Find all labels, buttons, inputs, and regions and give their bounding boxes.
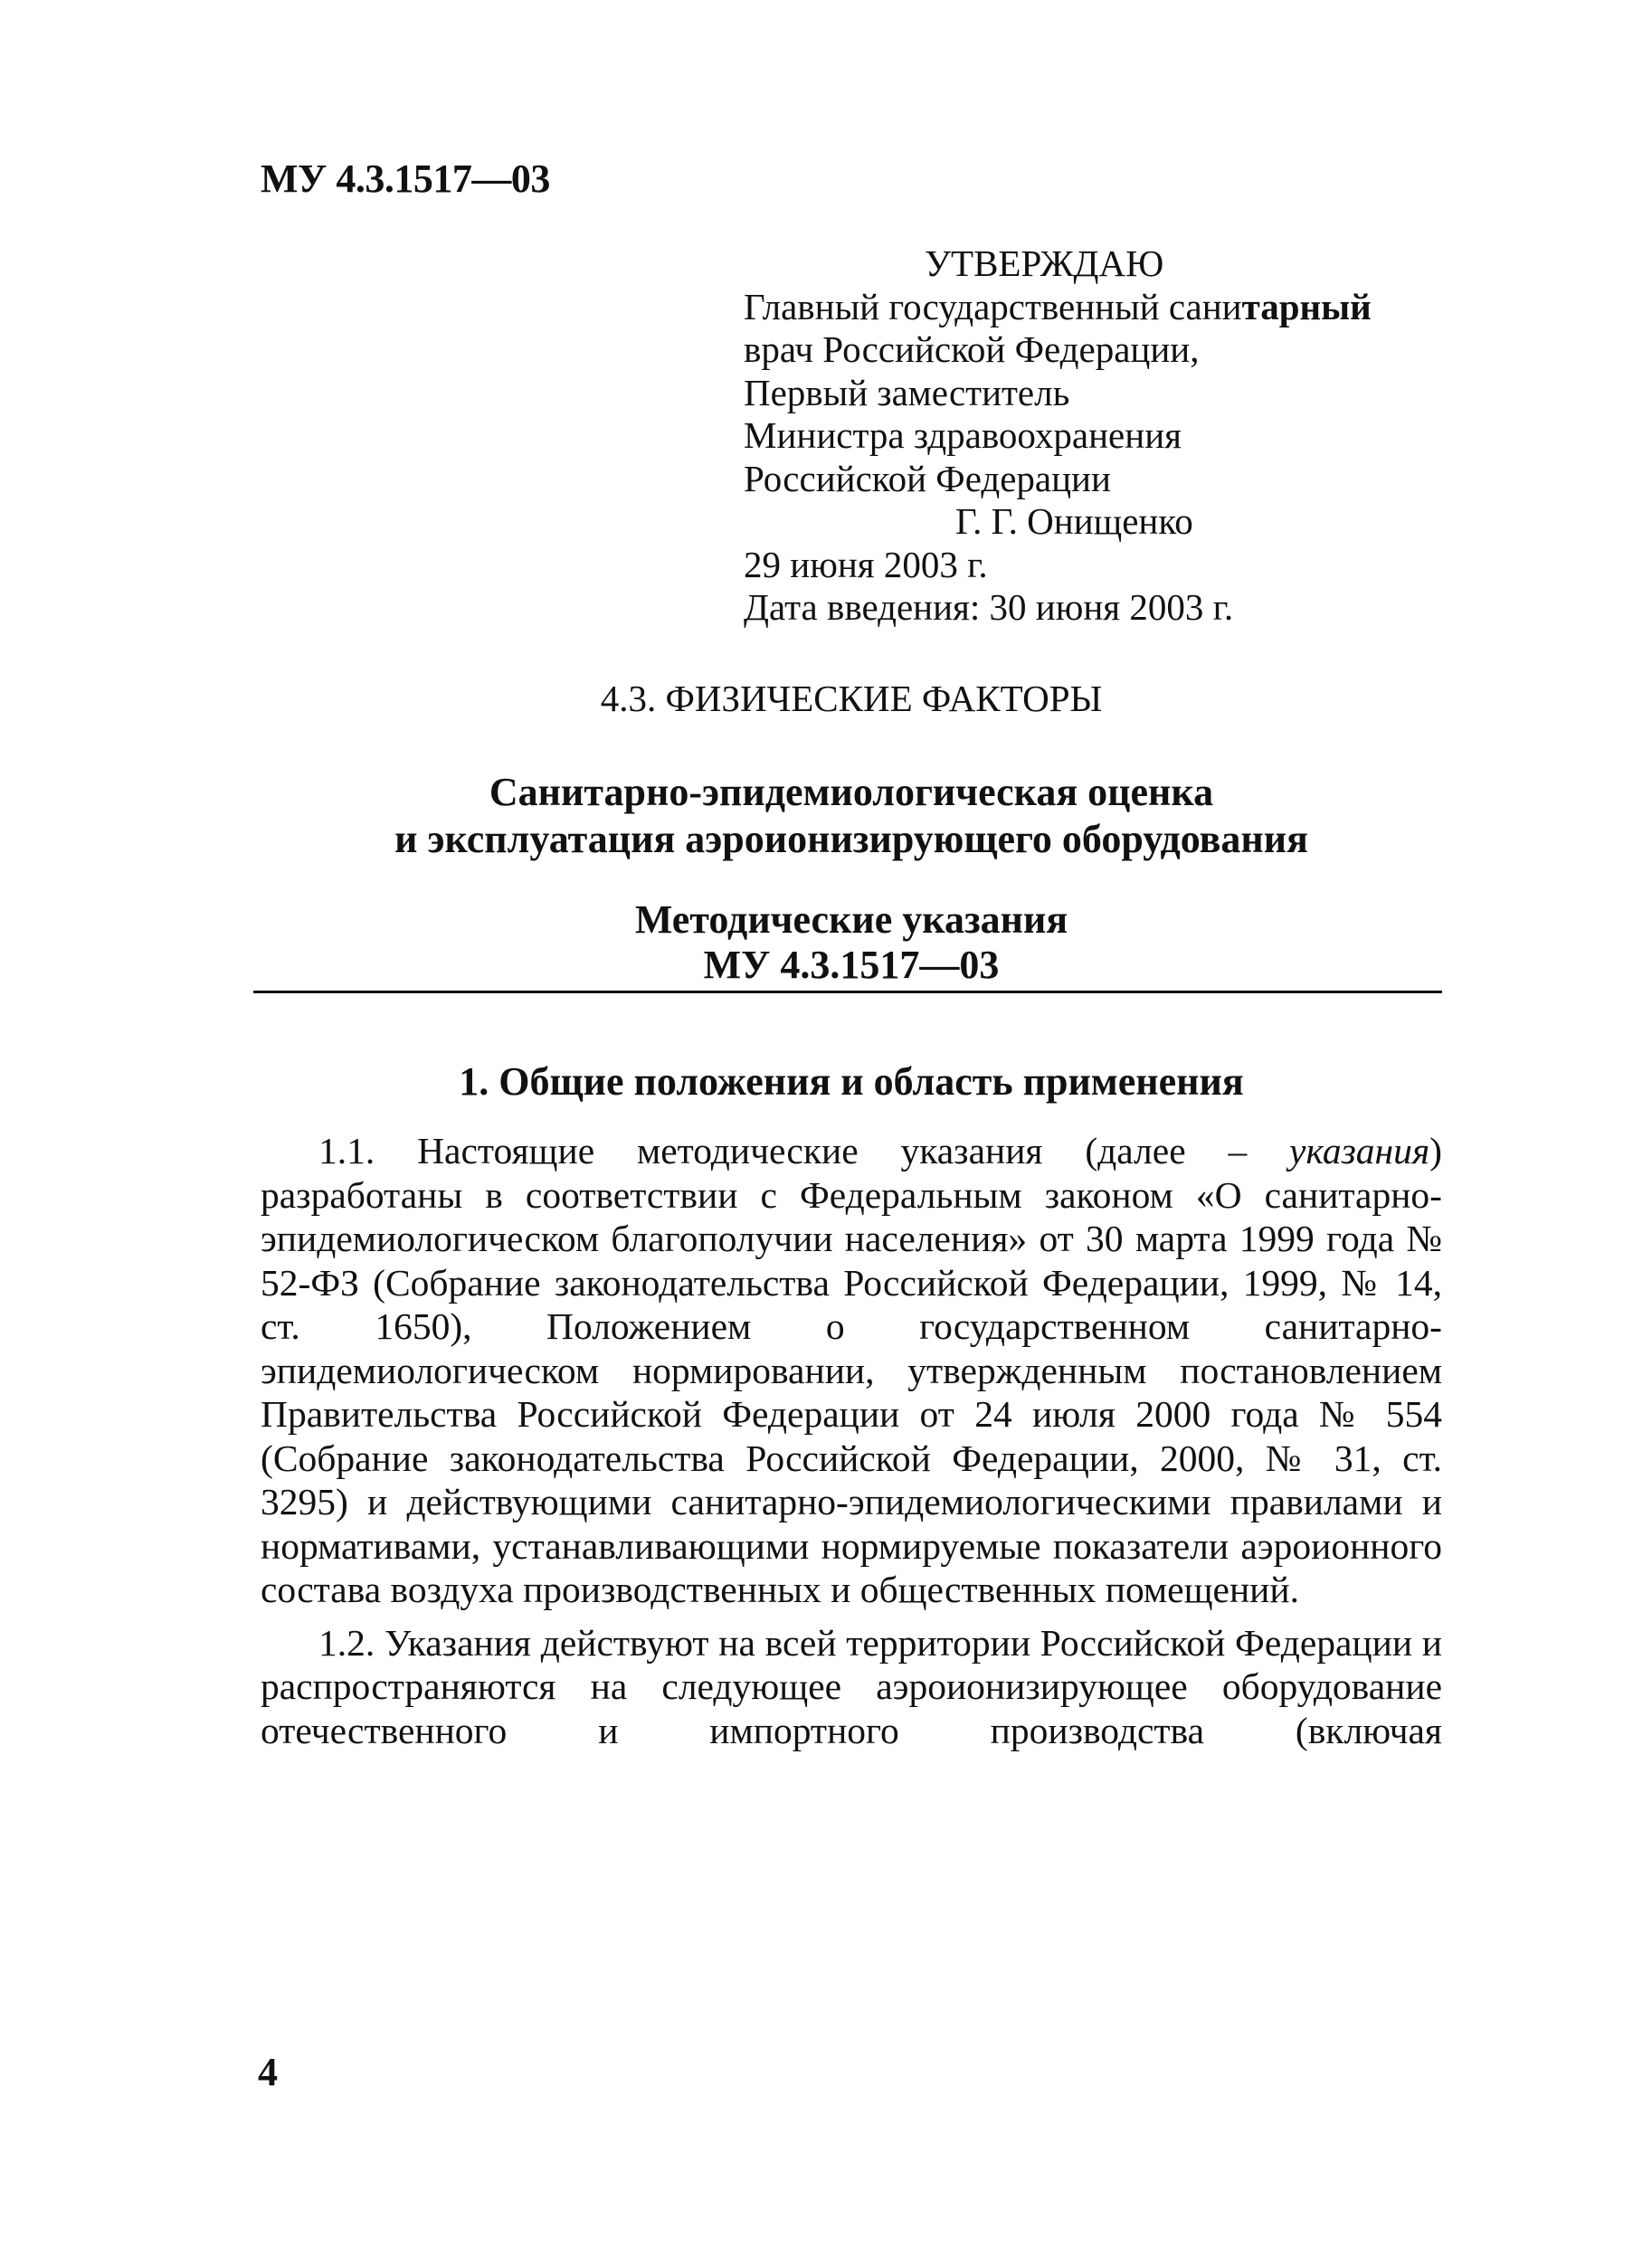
- effective-date: Дата введения: 30 июня 2003 г.: [744, 586, 1234, 628]
- approver-position-line1-bold: тарный: [1241, 285, 1372, 327]
- approval-block: [744, 242, 1486, 630]
- approver-position-line5: Российской Федерации: [744, 457, 1111, 499]
- document-type: Методические указания: [634, 897, 1068, 942]
- approver-position-line2: врач Российской Федерации,: [744, 328, 1200, 370]
- document-title: [261, 769, 1442, 863]
- title-divider: [253, 991, 1442, 993]
- approver-name: Г. Г. Онищенко: [955, 500, 1193, 542]
- paragraph-1-1-rest: ) разработаны в соответствии с Федеральным законом «О санитарно-эпидемиологическом благополучии населения» от 30 марта 1999 года № 52-ФЗ (Собрание законодательства Российской Федерации, 1999, № 14, ст. 1650), Положением о государственном санитарно-эпидемиологическом нормировании, утвержденным постановлением Правительства Российской Федерации от 24 июля 2000 года № 554 (Собрание законодательства Российской Федерации, 2000, № 31, ст. 3295) и действующими санитарно-эпидемиологическими правилами и нормативами, устанавливающими нормируемые показатели аэроионного состава воздуха производственных и общественных помещений.: [261, 1130, 1442, 1610]
- document-subtitle: [261, 897, 1442, 988]
- approver-position-line1: [744, 286, 1486, 329]
- document-title-line2: и эксплуатация аэроионизирующего оборудования: [394, 817, 1308, 861]
- approver-position-line4: Министра здравоохранения: [744, 414, 1182, 456]
- page-number: 4: [258, 2050, 278, 2094]
- document-code-header: МУ 4.3.1517—03: [261, 157, 550, 201]
- approval-title: УТВЕРЖДАЮ: [925, 242, 1164, 284]
- paragraph-1-2: 1.2. Указания действуют на всей территории Российской Федерации и распространяются на следующее аэроионизирующее оборудование отечественного и импортного производства (включая: [261, 1621, 1442, 1751]
- body-text: [261, 1129, 1442, 1761]
- approver-position-line1-text: Главный государственный сани: [744, 285, 1242, 327]
- approval-date: 29 июня 2003 г.: [744, 543, 988, 585]
- section-heading: 4.3. ФИЗИЧЕСКИЕ ФАКТОРЫ: [600, 678, 1103, 719]
- document-number: МУ 4.3.1517—03: [703, 943, 1000, 987]
- paragraph-1-1-term: указания: [1289, 1130, 1430, 1171]
- approver-position-line3: Первый заместитель: [744, 371, 1070, 413]
- paragraph-1-1: [261, 1129, 1442, 1612]
- chapter-heading: 1. Общие положения и область применения: [459, 1059, 1244, 1104]
- paragraph-1-1-lead: 1.1. Настоящие методические указания (далее –: [318, 1130, 1290, 1171]
- document-title-line1: Санитарно-эпидемиологическая оценка: [489, 770, 1214, 814]
